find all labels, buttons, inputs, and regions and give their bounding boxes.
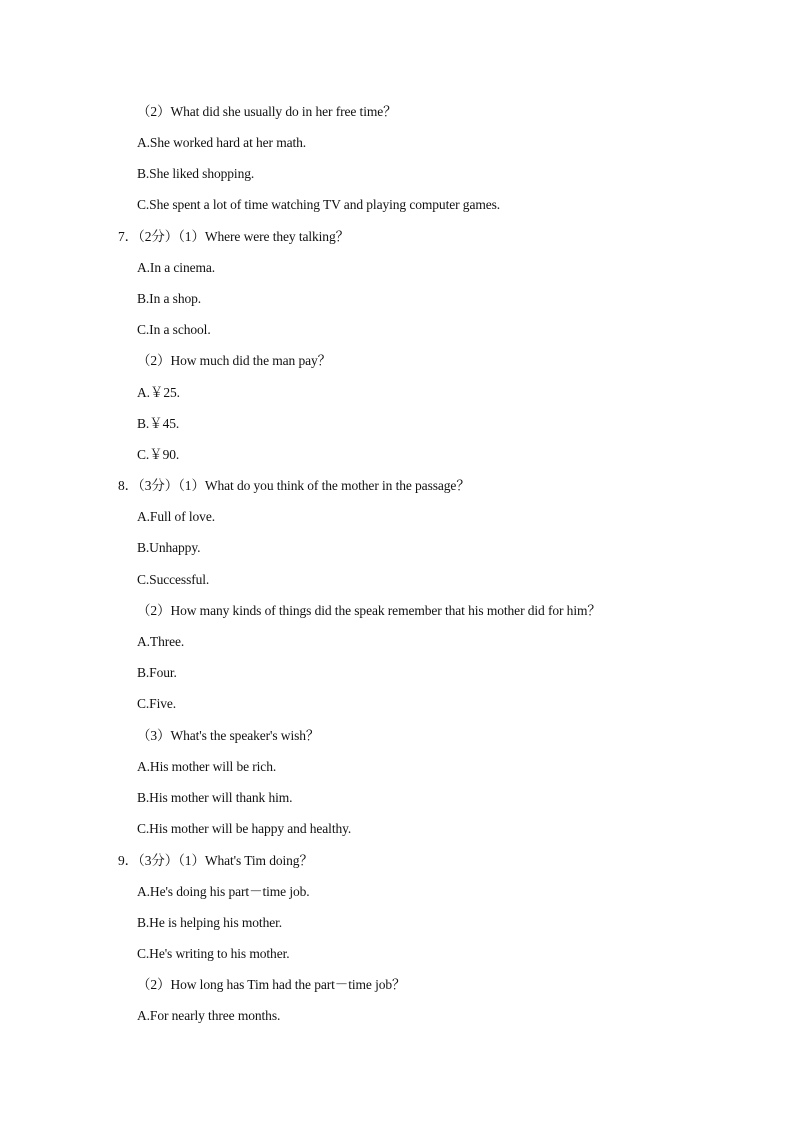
question-7-header: 7．（2分）（1）Where were they talking？ — [118, 229, 350, 244]
option-9-1-c: C.He's writing to his mother. — [137, 946, 290, 961]
question-9-header: 9．（3分）（1）What's Tim doing？ — [118, 853, 313, 868]
sub-question-6-2: （2）What did she usually do in her free time？ — [137, 104, 397, 119]
option-9-2-a: A.For nearly three months. — [137, 1008, 281, 1023]
option-7-2-c: C.￥90. — [137, 447, 180, 462]
option-8-1-b: B.Unhappy. — [137, 540, 201, 555]
option-7-1-c: C.In a school. — [137, 322, 211, 337]
option-8-1-a: A.Full of love. — [137, 509, 215, 524]
option-8-3-c: C.His mother will be happy and healthy. — [137, 821, 352, 836]
option-9-1-a: A.He's doing his part－time job. — [137, 884, 310, 899]
sub-question-9-2: （2）How long has Tim had the part－time job？ — [137, 977, 406, 992]
option-8-2-c: C.Five. — [137, 696, 177, 711]
option-9-1-b: B.He is helping his mother. — [137, 915, 283, 930]
option-6-2-c: C.She spent a lot of time watching TV and playing computer games. — [137, 197, 501, 212]
option-6-2-b: B.She liked shopping. — [137, 166, 255, 181]
sub-question-8-3: （3）What's the speaker's wish？ — [137, 728, 320, 743]
option-7-2-a: A.￥25. — [137, 385, 180, 400]
option-8-2-a: A.Three. — [137, 634, 185, 649]
option-8-3-b: B.His mother will thank him. — [137, 790, 293, 805]
option-7-1-a: A.In a cinema. — [137, 260, 216, 275]
sub-question-7-2: （2）How much did the man pay？ — [137, 353, 332, 368]
sub-question-8-2: （2）How many kinds of things did the speak remember that his mother did for him？ — [137, 603, 601, 618]
option-8-3-a: A.His mother will be rich. — [137, 759, 277, 774]
option-7-2-b: B.￥45. — [137, 416, 180, 431]
option-6-2-a: A.She worked hard at her math. — [137, 135, 307, 150]
option-8-1-c: C.Successful. — [137, 572, 210, 587]
option-8-2-b: B.Four. — [137, 665, 177, 680]
option-7-1-b: B.In a shop. — [137, 291, 202, 306]
question-8-header: 8．（3分）（1）What do you think of the mother in the passage？ — [118, 478, 470, 493]
